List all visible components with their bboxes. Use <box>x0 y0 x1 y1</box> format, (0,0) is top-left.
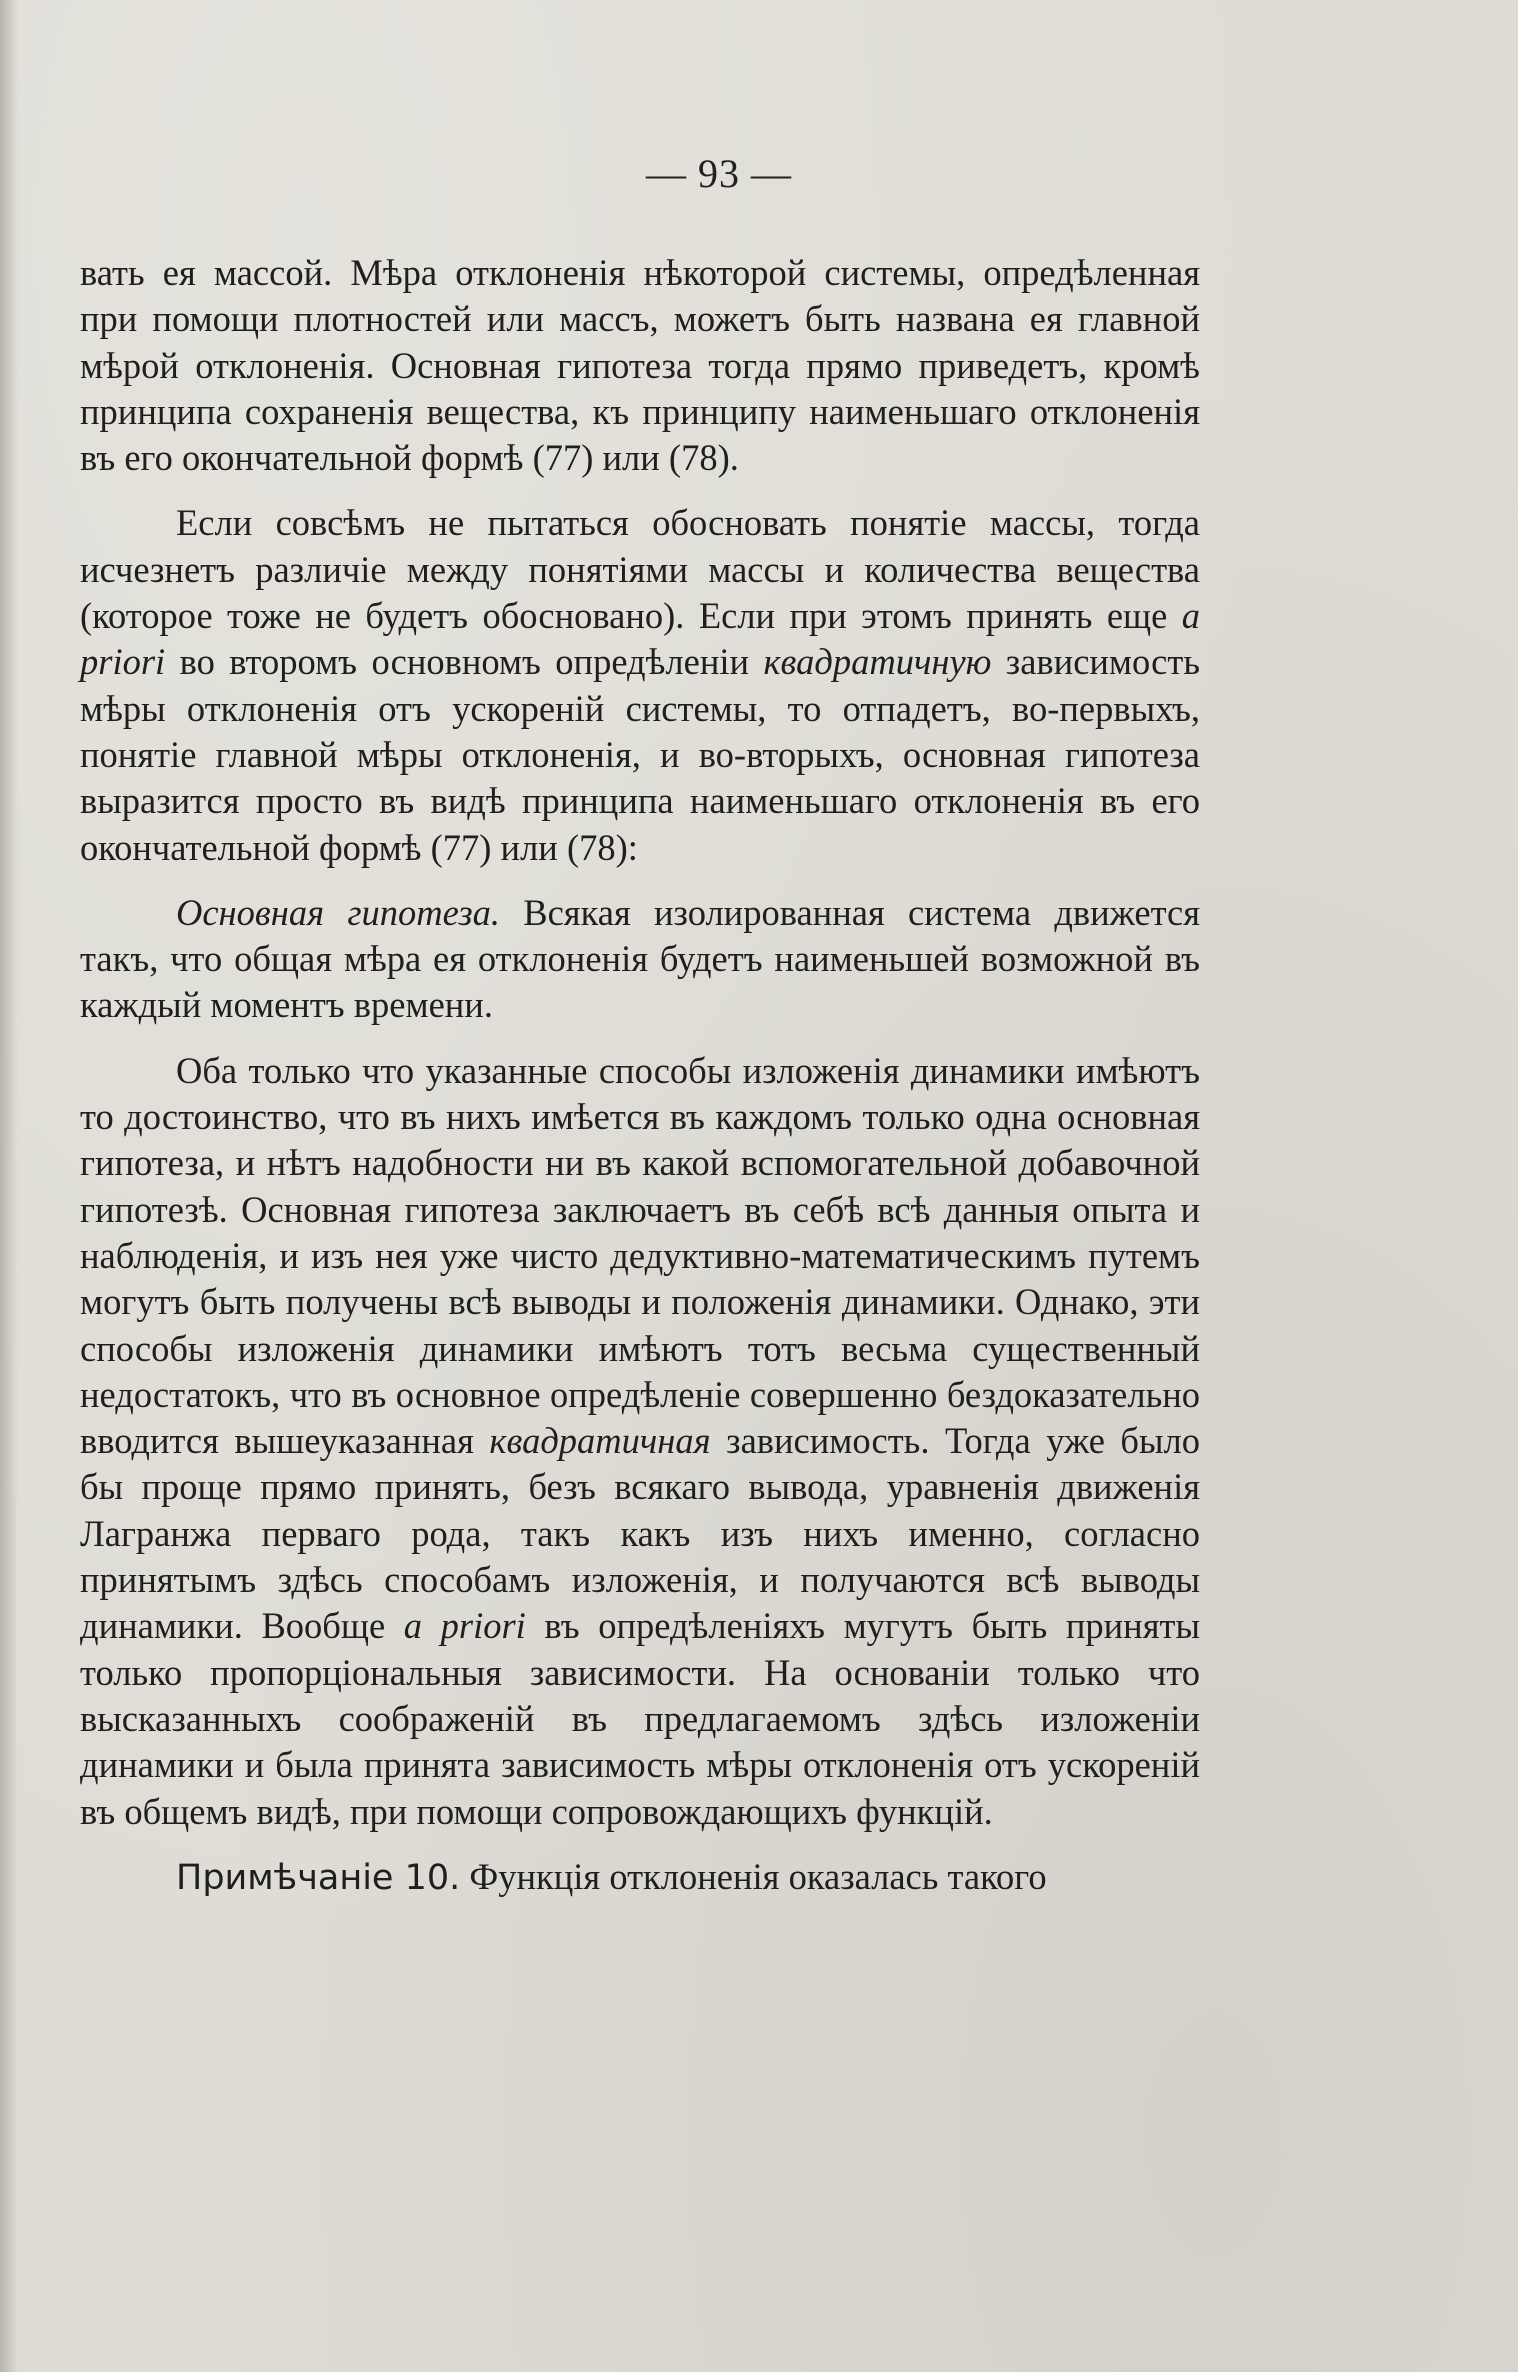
paragraph-3-heading: Основная гипотеза. <box>176 891 500 933</box>
paragraph-2 <box>80 500 1200 870</box>
paragraph-2-part-c: во второмъ основномъ опредѣленіи <box>165 641 764 683</box>
paragraph-2-part-e: зависимость мѣры отклоненія отъ ускореній системы, то отпадетъ, во-первыхъ, понятіе главной мѣры отклоненія, и во-вторыхъ, основная гипотеза выразится просто въ видѣ принципа наименьшаго отклоненія въ его окончательной формѣ (77) или (78): <box>80 641 1200 868</box>
paragraph-2-part-a: Если совсѣмъ не пытаться обосновать понятіе массы, тогда исчезнетъ различіе между понятіями массы и количества вещества (которое тоже не будетъ обосновано). Если при этомъ принять еще <box>80 502 1200 637</box>
paragraph-5 <box>80 1854 1200 1901</box>
paragraph-3-body: Всякая изолированная система движется такъ, что общая мѣра ея отклоненія будетъ наименьшей возможной въ каждый моментъ времени. <box>80 891 1200 1026</box>
paragraph-1: вать ея массой. Мѣра отклоненія нѣкоторой системы, опредѣленная при помощи плотностей или массъ, можетъ быть названа ея главной мѣрой отклоненія. Основная гипотеза тогда прямо приведетъ, кромѣ принципа сохраненія вещества, къ принципу наименьшаго отклоненія въ его окончательной формѣ (77) или (78). <box>80 252 1200 479</box>
paragraph-4-part-a: Оба только что указанные способы изложенія динамики имѣютъ то достоинство, что въ нихъ имѣется въ каждомъ только одна основная гипотеза, и нѣтъ надобности ни въ какой вспомогательной добавочной гипотезѣ. Основная гипотеза заключаетъ въ себѣ всѣ данныя опыта и наблюденія, и изъ нея уже чисто дедуктивно-математическимъ путемъ могутъ быть получены всѣ выводы и положенія динамики. Однако, эти способы изложенія динамики имѣютъ тотъ весьма существенный недостатокъ, что въ основное опредѣленіе совершенно бездоказательно вводится вышеуказанная <box>80 1049 1200 1462</box>
paragraph-4-a-priori: a priori <box>403 1605 526 1647</box>
page-number: — 93 — <box>646 151 792 196</box>
paragraph-4-part-c: зависимость. Тогда уже было бы проще прямо принять, безъ всякаго вывода, уравненія движенія Лагранжа перваго рода, такъ какъ изъ нихъ именно, согласно принятымъ здѣсь способамъ изложенія, и получаются всѣ выводы динамики. Вообще <box>80 1420 1200 1647</box>
paragraph-2-a-priori: a priori <box>80 595 1200 683</box>
paragraph-2-quadratic: квадратичную <box>763 641 992 683</box>
paragraph-3 <box>80 890 1200 1029</box>
body-text <box>80 250 1200 1920</box>
page-binding-shadow <box>0 0 18 2372</box>
note-10-body: Функція отклоненія оказалась такого <box>460 1855 1047 1897</box>
paragraph-4 <box>80 1048 1200 1835</box>
paragraph-4-quadratic: квадратичная <box>489 1420 711 1462</box>
paragraph-4-part-e: въ опредѣленіяхъ мугутъ быть приняты только пропорціональныя зависимости. На основаніи только что высказанныхъ соображеній въ предлагаемомъ здѣсь изложеніи динамики и была принята зависимость мѣры отклоненія отъ ускореній въ общемъ видѣ, при помощи сопровождающихъ функцій. <box>80 1605 1200 1832</box>
note-10-heading: Примѣчаніе 10. <box>176 1857 461 1898</box>
